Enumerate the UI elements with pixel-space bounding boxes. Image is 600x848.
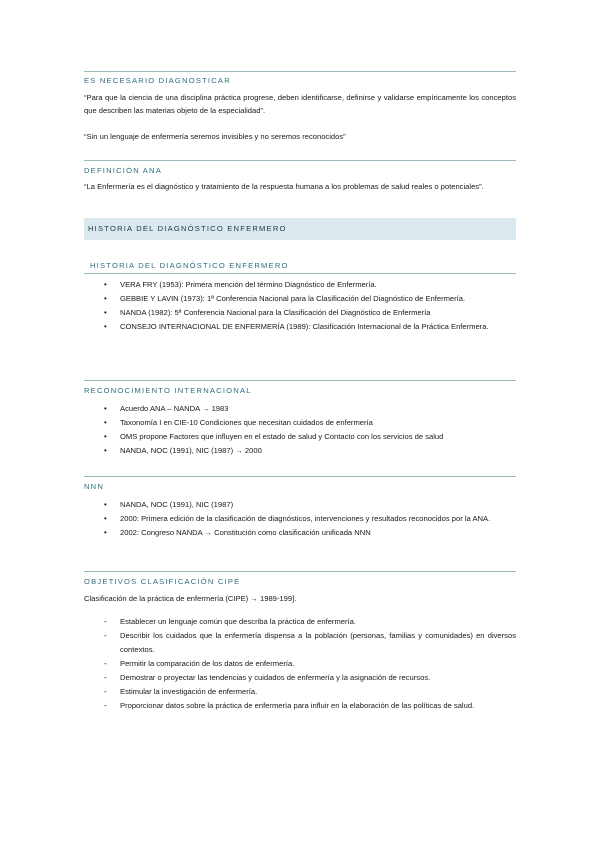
list-item: - Demostrar o proyectar las tendencias y cuidados de enfermería y la asignación de recursos. (84, 671, 516, 685)
intro-paragraph: Clasificación de la práctica de enfermería (CIPE) → 1989-199]. (84, 594, 297, 603)
definition-paragraph: “La Enfermería es el diagnóstico y tratamiento de la respuesta humana a los problemas de salud reales o potenciales”. (84, 182, 484, 191)
list-item: • GEBBIE Y LAVIN (1973): 1ª Conferencia Nacional para la Clasificación del Diagnóstico de Enfermería. (84, 292, 516, 306)
list-item: • VERA FRY (1953): Primera mención del término Diagnóstico de Enfermería. (84, 278, 516, 292)
section-heading: NNN (84, 482, 105, 491)
list-item: • NANDA, NOC (1991), NIC (1987) → 2000 (84, 444, 516, 458)
list-item: - Establecer un lenguaje común que describa la práctica de enfermería. (84, 615, 516, 629)
list-item: • NANDA (1982): 5ª Conferencia Nacional para la Clasificación del Diagnóstico de Enfermería (84, 306, 516, 320)
nnn-list (84, 498, 516, 540)
section-heading: RECONOCIMIENTO INTERNACIONAL (84, 386, 252, 395)
list-item: • Taxonomía I en CIE-10 Condiciones que necesitan cuidados de enfermería (84, 416, 516, 430)
section-rule (84, 160, 516, 161)
section-rule (84, 476, 516, 477)
section-rule (84, 571, 516, 572)
list-item: - Proporcionar datos sobre la práctica de enfermería para influir en la elaboración de las políticas de salud. (84, 699, 516, 713)
quote-paragraph: “Para que la ciencia de una disciplina práctica progrese, deben identificarse, definirse y validarse empíricamente los conceptos que describen las materias objeto de la especialidad”. (84, 93, 516, 115)
section-band (84, 218, 516, 240)
objectives-list (84, 615, 516, 713)
list-item: • Acuerdo ANA – NANDA → 1983 (84, 402, 516, 416)
section-rule (84, 380, 516, 381)
list-item: • NANDA, NOC (1991), NIC (1987) (84, 498, 516, 512)
list-item: • CONSEJO INTERNACIONAL DE ENFERMERÍA (1989): Clasificación Internacional de la Práctica Enfermera. (84, 320, 516, 334)
section-heading: HISTORIA DEL DIAGNÓSTICO ENFERMERO (90, 261, 289, 270)
list-item: • 2002: Congreso NANDA → Constitución como clasificación unificada NNN (84, 526, 516, 540)
recognition-list (84, 402, 516, 458)
section-heading: OBJETIVOS CLASIFICACIÓN CIPE (84, 577, 241, 586)
list-item: - Estimular la investigación de enfermería. (84, 685, 516, 699)
list-item: • 2000: Primera edición de la clasificación de diagnósticos, intervenciones y resultados reconocidos por la ANA. (84, 512, 516, 526)
section-rule (84, 273, 516, 274)
list-item: - Permitir la comparación de los datos de enfermería. (84, 657, 516, 671)
band-heading: HISTORIA DEL DIAGNÓSTICO ENFERMERO (88, 224, 287, 233)
section-heading: DEFINICIÓN ANA (84, 166, 162, 175)
list-item: - Describir los cuidados que la enfermería dispensa a la población (personas, familias y comunidades) en diversos contextos. (84, 629, 516, 657)
history-list (84, 278, 516, 334)
quote-paragraph: “Sin un lenguaje de enfermería seremos invisibles y no seremos reconocidos” (84, 132, 346, 141)
section-heading: ES NECESARIO DIAGNOSTICAR (84, 76, 231, 85)
section-rule (84, 71, 516, 72)
list-item: • OMS propone Factores que influyen en el estado de salud y Contacto con los servicios de salud (84, 430, 516, 444)
